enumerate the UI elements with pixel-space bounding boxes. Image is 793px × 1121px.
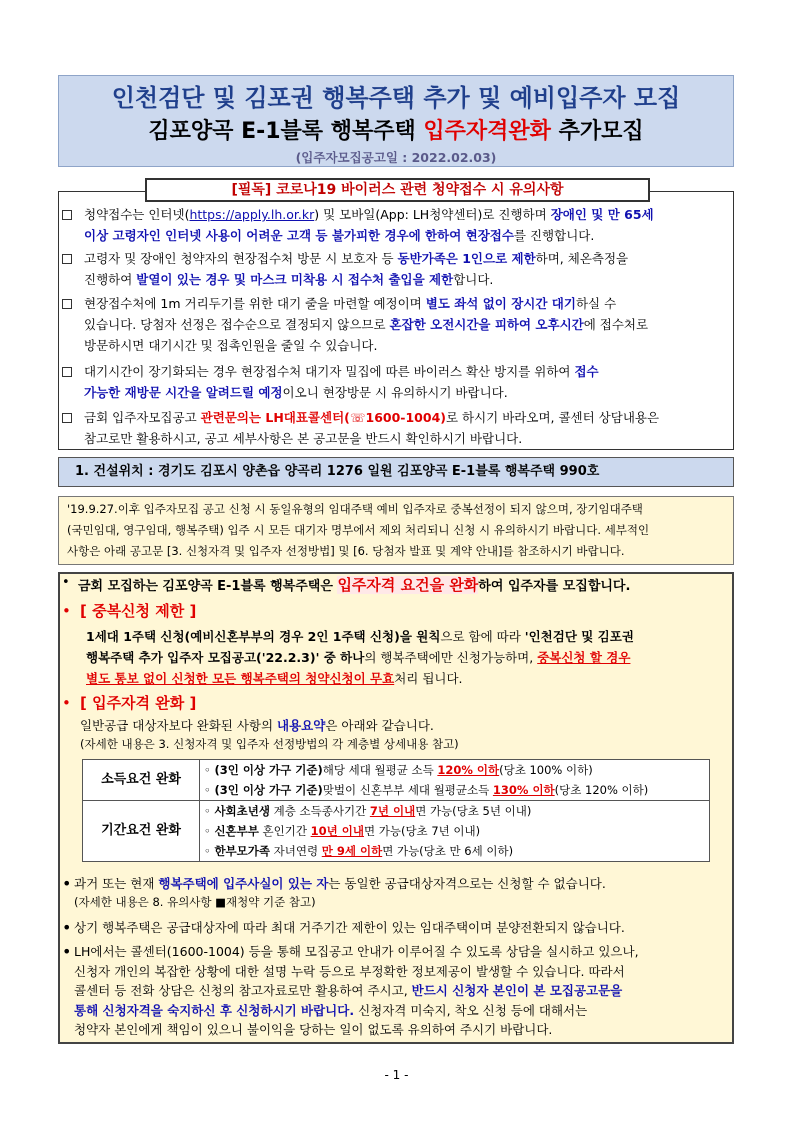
text: 사회초년생 [214,804,270,818]
text: 하여 입주자를 모집합니다. [478,579,631,594]
relax-heading: [ 입주자격 완화 ] [80,694,197,712]
highlight: 7년 이내 [369,804,416,818]
highlight: 10년 이내 [310,824,364,838]
relax-summary [78,575,630,597]
text: 계층 소득종사기간 [270,804,370,818]
text: 청약자 본인에게 책임이 있으니 불이익을 당하는 일이 없도록 유의하여 주시기 바랍니다. [74,1022,553,1037]
text: 금회 모집하는 김포양곡 E-1블록 행복주택은 [78,579,338,594]
bullet-icon: • [62,602,71,620]
text: (3인 이상 가구 기준) [214,763,323,777]
highlight: 통해 신청자격을 숙지하신 후 신청하시기 바랍니다. [74,1002,355,1018]
text: 의 행복주택에만 신청가능하며, [364,650,538,665]
bullet-icon: • [62,874,72,893]
text: 하실 수 [575,296,617,311]
highlight: 내용요약 [277,718,326,733]
relax-body [80,716,459,754]
text: 있습니다. 당첨자 선정은 접수순으로 결정되지 않으므로 [84,317,390,332]
text: 일반공급 대상자보다 완화된 사항의 [80,718,278,733]
callcenter-notice [74,942,639,1040]
highlight: 120% 이하 [437,763,500,777]
highlight: 행복주택에 입주사실이 있는 자 [158,876,329,891]
checkbox-icon [62,413,72,423]
text: '19.9.27.이후 입주자모집 공고 신청 시 동일유형의 임대주택 예비 입주자로 중복선정이 되지 않으며, 장기임대주택 [67,502,643,516]
highlight: 반드시 신청자 본인이 본 모집공고문을 [411,983,623,998]
highlight: 발열이 있는 경우 및 마스크 미착용 시 접수처 출입을 제한 [136,272,454,287]
text: 콜센터 등 전화 상담은 신청의 참고자료로만 활용하여 주시고, [74,983,412,998]
highlight: 입주자격 요건을 완화 [337,576,479,594]
bullet-icon: ◦ [204,844,211,858]
text: 혼인기간 [258,824,311,838]
text: LH에서는 콜센터(1600-1004) 등을 통해 모집공고 안내가 이루어질 수 있도록 상담을 실시하고 있으나, [74,944,639,959]
highlight: 130% 이하 [492,783,555,797]
duplicate-heading: [ 중복신청 제한 ] [80,602,197,620]
sub-title-part: 김포양곡 E-1블록 행복주택 [148,119,424,144]
text: 대기시간이 장기화되는 경우 현장접수처 대기자 밀집에 따른 바이러스 확산 방지를 위하여 [84,364,575,379]
highlight: 이상 고령자인 인터넷 사용이 어려운 고객 등 불가피한 경우에 한하여 현장접수 [84,228,514,243]
text: 해당 세대 월평균 소득 [322,763,438,777]
text: 합니다. [453,272,494,287]
income-label: 소득요건 완화 [83,760,200,801]
text: 과거 또는 현재 [74,876,159,891]
covid-item [62,361,730,403]
highlight: 장애인 및 만 65세 [550,207,654,222]
covid-notice-title: [필독] 코로나19 바이러스 관련 청약접수 시 유의사항 [145,178,650,202]
period-conditions [200,801,710,862]
checkbox-icon [62,254,72,264]
checkbox-icon [62,367,72,377]
covid-item [62,248,730,290]
construction-location: 1. 건설위치 : 경기도 김포시 양촌읍 양곡리 1276 일원 김포양곡 E-1블록 행복주택 990호 [58,457,734,487]
text: 면 가능(당초 7년 이내) [363,824,481,838]
checkbox-icon [62,210,72,220]
text: 한부모가족 [214,844,270,858]
bullet-icon: ◦ [204,804,211,818]
checkbox-icon [62,299,72,309]
text: 로 하시기 바라오며, 콜센터 상담내용은 [445,410,660,425]
bullet-icon: • [62,918,72,937]
text: 신청자 개인의 복잡한 상황에 대한 설명 누락 등으로 부정확한 정보제공이 발생할 수 있습니다. 따라서 [74,963,625,979]
text: 자녀연령 [270,844,322,858]
sub-title [59,114,733,145]
text: (3인 이상 가구 기준) [214,783,323,797]
text: (당초 120% 이하) [554,783,649,797]
residence-limit-notice: 상기 행복주택은 공급대상자에 따라 최대 거주기간 제한이 있는 임대주택이며 분양전환되지 않습니다. [74,920,625,935]
text: 고령자 및 장애인 청약자의 현장접수처 방문 시 보호자 등 [84,251,398,266]
text: (자세한 내용은 8. 유의사항 ■재청약 기준 참고) [74,895,316,909]
sub-title-highlight: 입주자격완화 [423,119,551,144]
text: 1세대 1주택 신청(예비신혼부부의 경우 2인 1주택 신청)을 원칙 [86,629,441,644]
bullet-icon: ◦ [204,763,211,777]
bullet-icon: ◦ [204,824,211,838]
text: 는 동일한 공급대상자격으로는 신청할 수 없습니다. [328,876,606,891]
covid-item [62,407,730,449]
text: (자세한 내용은 3. 신청자격 및 입주자 선정방법의 각 계층별 상세내용 참고) [80,737,459,751]
text: 처리 됩니다. [394,671,463,686]
text: 하며, 체온측정을 [535,251,629,266]
bullet-icon: ◦ [204,783,211,797]
highlight: 동반가족은 1인으로 제한 [397,251,536,266]
relaxed-conditions-table [82,759,710,862]
bullet-icon: • [62,694,71,712]
title-banner [58,75,734,167]
highlight: 별도 통보 없이 신청한 모든 행복주택의 청약신청이 무효 [86,671,395,686]
notice-date: (입주자모집공고일 : 2022.02.03) [295,150,497,165]
prior-resident-notice [74,874,606,912]
text: 금회 입주자모집공고 [84,410,201,425]
text: 진행하여 [84,272,137,287]
text: 방문하시면 대기시간 및 접촉인원을 줄일 수 있습니다. [84,338,378,353]
text: 이오니 현장방문 시 유의하시기 바랍니다. [282,385,508,400]
page-number: - 1 - [384,1068,409,1082]
text: 를 진행합니다. [513,228,595,243]
text: 에 접수처로 [583,317,649,332]
period-label: 기간요건 완화 [83,801,200,862]
text: '인천검단 및 김포권 [524,629,634,644]
text: 신청자격 미숙지, 착오 신청 등에 대해서는 [354,1002,588,1018]
text: (국민임대, 영구임대, 행복주택) 입주 시 모든 대기자 명부에서 제외 처리되니 신청 시 유의하시기 바랍니다. 세부적인 [67,523,650,537]
highlight: 별도 좌석 없이 장시간 대기 [425,296,576,311]
highlight: 관련문의는 LH대표콜센터(☏1600-1004) [200,410,446,425]
text: 청약접수는 인터넷( [84,207,190,222]
duplicate-selection-warning [58,496,734,565]
highlight: 혼잡한 오전시간을 피하여 오후시간 [389,317,584,332]
text: ) 및 모바일(App: LH청약센터)로 진행하며 [314,207,551,222]
income-conditions [200,760,710,801]
text: 은 아래와 같습니다. [325,718,434,733]
text: (당초 100% 이하) [499,763,593,777]
bullet-icon: • [62,942,72,961]
text: 현장접수처에 1m 거리두기를 위한 대기 줄을 마련할 예정이며 [84,296,426,311]
text: 사항은 아래 공고문 [3. 신청자격 및 입주자 선정방법] 및 [6. 당첨자 발표 및 계약 안내]를 참조하시기 바랍니다. [67,544,625,558]
text: 면 가능(당초 만 6세 이하) [382,844,514,858]
apply-link[interactable]: https://apply.lh.or.kr [189,207,315,222]
sub-title-part: 추가모집 [550,119,644,144]
highlight: 만 9세 이하 [321,844,383,858]
main-title: 인천검단 및 김포권 행복주택 추가 및 예비입주자 모집 [111,84,681,112]
covid-item [62,204,730,246]
text: 면 가능(당초 5년 이내) [415,804,532,818]
bullet-icon: • [62,575,70,590]
text: 으로 함에 따라 [440,629,525,644]
highlight: 중복신청 할 경우 [537,650,631,665]
text: 행복주택 추가 입주자 모집공고('22.2.3)' 중 하나 [86,650,365,665]
duplicate-body [86,626,634,689]
text: 참고로만 활용하시고, 공고 세부사항은 본 공고문을 반드시 확인하시기 바랍니다. [84,431,523,446]
highlight: 접수 [574,364,599,379]
highlight: 가능한 재방문 시간을 알려드릴 예정 [84,385,283,400]
text: 신혼부부 [214,824,259,838]
covid-item [62,293,730,356]
text: 맞벌이 신혼부부 세대 월평균소득 [322,783,493,797]
